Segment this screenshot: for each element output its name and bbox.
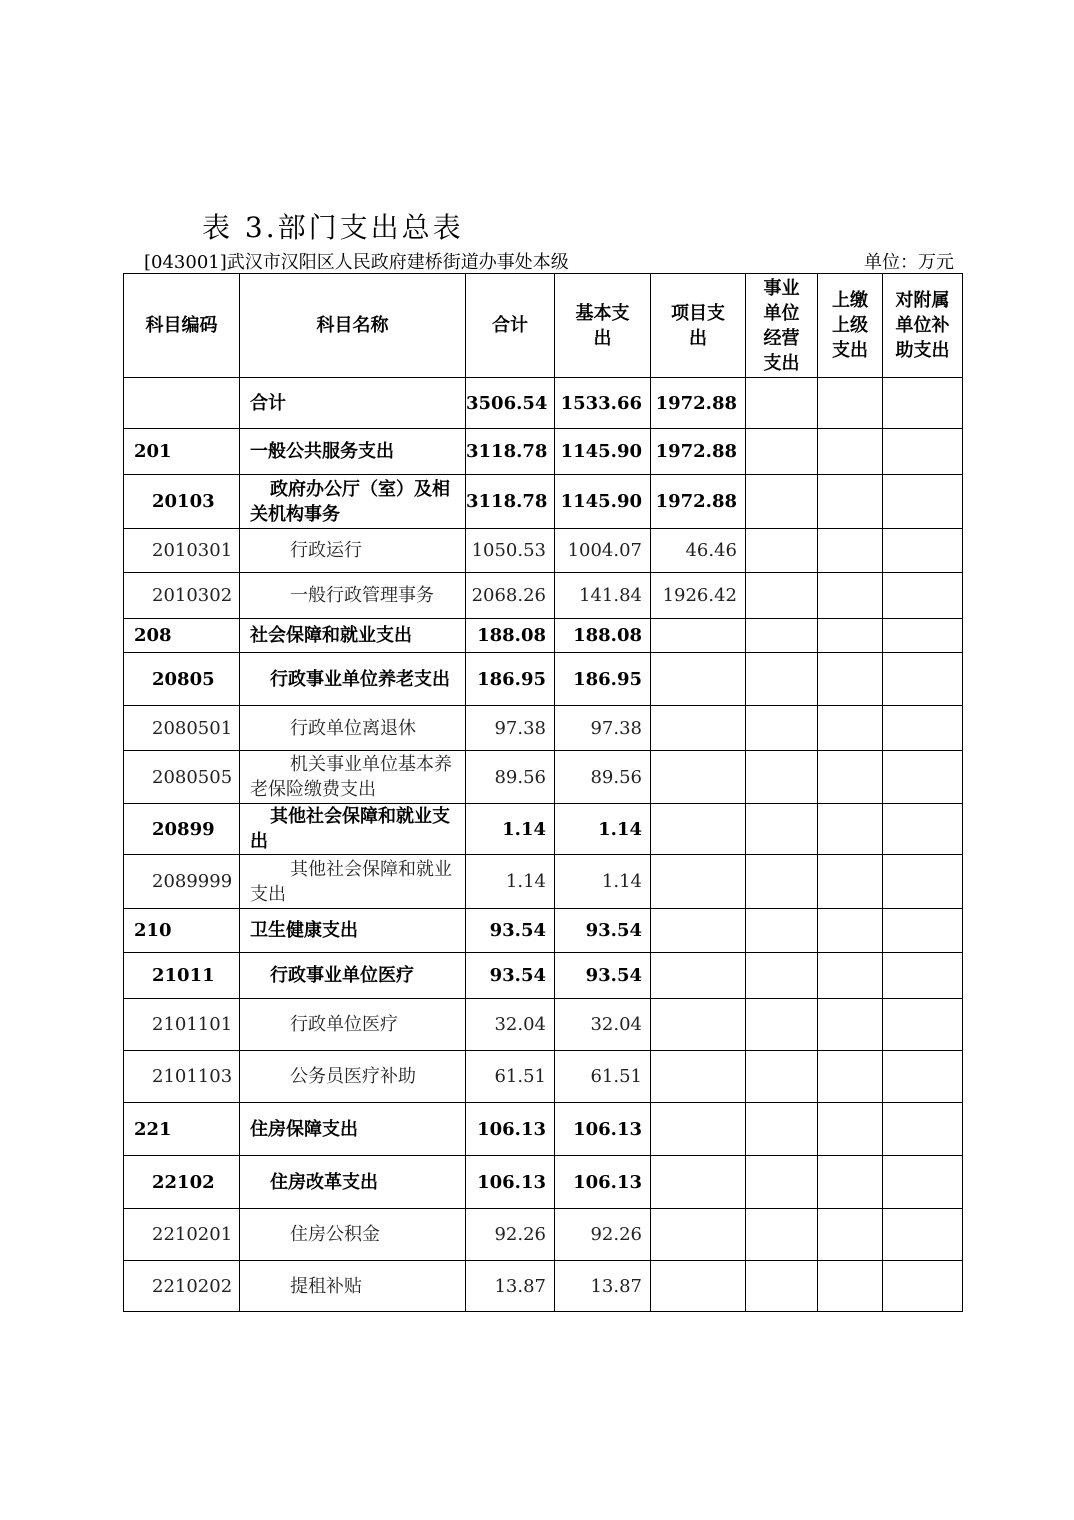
cell-subsidy [883, 1051, 963, 1103]
cell-basic: 1145.90 [555, 429, 651, 475]
cell-basic: 188.08 [555, 619, 651, 653]
cell-basic: 106.13 [555, 1103, 651, 1156]
cell-remit [818, 909, 883, 953]
department-name: [043001]武汉市汉阳区人民政府建桥街道办事处本级 [144, 252, 569, 273]
cell-code: 20899 [124, 804, 240, 855]
cell-code [124, 378, 240, 429]
cell-remit [818, 573, 883, 619]
cell-remit [818, 1261, 883, 1312]
table-row [124, 1261, 963, 1312]
table-row [124, 909, 963, 953]
cell-project: 1972.88 [651, 475, 746, 529]
cell-code: 2080501 [124, 706, 240, 751]
cell-business [746, 953, 818, 999]
table-row [124, 1209, 963, 1261]
table-row [124, 573, 963, 619]
cell-basic: 1.14 [555, 804, 651, 855]
cell-remit [818, 706, 883, 751]
cell-project [651, 619, 746, 653]
cell-project: 1972.88 [651, 378, 746, 429]
unit-label: 单位：万元 [864, 252, 954, 273]
header-business [746, 274, 818, 378]
cell-name: 住房改革支出 [240, 1156, 466, 1209]
cell-total: 1.14 [466, 804, 555, 855]
table-body [124, 378, 963, 1312]
cell-basic: 1145.90 [555, 475, 651, 529]
cell-remit [818, 953, 883, 999]
cell-business [746, 909, 818, 953]
table-row [124, 1051, 963, 1103]
cell-subsidy [883, 429, 963, 475]
cell-name: 提租补贴 [240, 1261, 466, 1312]
cell-name: 其他社会保障和就业支出 [240, 855, 466, 909]
cell-business [746, 804, 818, 855]
cell-business [746, 378, 818, 429]
cell-basic: 1004.07 [555, 529, 651, 573]
cell-basic: 97.38 [555, 706, 651, 751]
header-remit-text: 上缴上级支出 [832, 290, 868, 361]
cell-name: 一般公共服务支出 [240, 429, 466, 475]
expenditure-table [123, 273, 963, 1312]
cell-project [651, 1261, 746, 1312]
cell-subsidy [883, 751, 963, 804]
cell-total: 92.26 [466, 1209, 555, 1261]
cell-code: 2210202 [124, 1261, 240, 1312]
cell-remit [818, 751, 883, 804]
cell-project [651, 751, 746, 804]
table-row [124, 953, 963, 999]
cell-name: 行政单位离退休 [240, 706, 466, 751]
cell-project [651, 1209, 746, 1261]
cell-remit [818, 1156, 883, 1209]
cell-business [746, 653, 818, 706]
cell-basic: 106.13 [555, 1156, 651, 1209]
cell-code: 2101101 [124, 999, 240, 1051]
table-row [124, 804, 963, 855]
cell-project [651, 953, 746, 999]
cell-remit [818, 999, 883, 1051]
cell-basic: 1.14 [555, 855, 651, 909]
cell-remit [818, 429, 883, 475]
cell-remit [818, 529, 883, 573]
cell-code: 2089999 [124, 855, 240, 909]
cell-code: 2101103 [124, 1051, 240, 1103]
cell-basic: 89.56 [555, 751, 651, 804]
cell-business [746, 573, 818, 619]
table-row [124, 706, 963, 751]
cell-name: 其他社会保障和就业支出 [240, 804, 466, 855]
cell-business [746, 999, 818, 1051]
cell-subsidy [883, 1261, 963, 1312]
table-row [124, 1103, 963, 1156]
cell-remit [818, 804, 883, 855]
cell-business [746, 1103, 818, 1156]
cell-total: 97.38 [466, 706, 555, 751]
page-title: 表 3.部门支出总表 [202, 211, 464, 244]
cell-total: 61.51 [466, 1051, 555, 1103]
cell-name: 公务员医疗补助 [240, 1051, 466, 1103]
cell-name: 社会保障和就业支出 [240, 619, 466, 653]
cell-code: 2080505 [124, 751, 240, 804]
cell-total: 3506.54 [466, 378, 555, 429]
cell-total: 1.14 [466, 855, 555, 909]
header-remit [818, 274, 883, 378]
cell-total: 93.54 [466, 909, 555, 953]
header-name: 科目名称 [240, 274, 466, 378]
cell-code: 2010301 [124, 529, 240, 573]
cell-subsidy [883, 529, 963, 573]
cell-code: 20805 [124, 653, 240, 706]
cell-name: 合计 [240, 378, 466, 429]
cell-project: 46.46 [651, 529, 746, 573]
cell-business [746, 706, 818, 751]
header-project-text: 项目支出 [671, 302, 725, 349]
cell-total: 13.87 [466, 1261, 555, 1312]
cell-subsidy [883, 855, 963, 909]
cell-basic: 61.51 [555, 1051, 651, 1103]
cell-project [651, 855, 746, 909]
cell-subsidy [883, 999, 963, 1051]
cell-subsidy [883, 1156, 963, 1209]
cell-business [746, 1261, 818, 1312]
cell-total: 93.54 [466, 953, 555, 999]
cell-subsidy [883, 1103, 963, 1156]
cell-basic: 93.54 [555, 909, 651, 953]
cell-code: 22102 [124, 1156, 240, 1209]
cell-business [746, 529, 818, 573]
cell-subsidy [883, 475, 963, 529]
cell-subsidy [883, 706, 963, 751]
table-row [124, 751, 963, 804]
cell-subsidy [883, 953, 963, 999]
cell-total: 32.04 [466, 999, 555, 1051]
cell-name: 机关事业单位基本养老保险缴费支出 [240, 751, 466, 804]
cell-subsidy [883, 653, 963, 706]
cell-code: 208 [124, 619, 240, 653]
cell-total: 3118.78 [466, 475, 555, 529]
cell-total: 106.13 [466, 1103, 555, 1156]
cell-project [651, 1103, 746, 1156]
cell-remit [818, 653, 883, 706]
cell-basic: 13.87 [555, 1261, 651, 1312]
cell-project [651, 909, 746, 953]
cell-remit [818, 378, 883, 429]
cell-business [746, 1209, 818, 1261]
cell-code: 201 [124, 429, 240, 475]
cell-code: 2210201 [124, 1209, 240, 1261]
table-row [124, 855, 963, 909]
table-row [124, 429, 963, 475]
cell-basic: 32.04 [555, 999, 651, 1051]
cell-project [651, 1156, 746, 1209]
header-project [651, 274, 746, 378]
cell-name: 卫生健康支出 [240, 909, 466, 953]
cell-basic: 1533.66 [555, 378, 651, 429]
table-row [124, 619, 963, 653]
cell-subsidy [883, 378, 963, 429]
table-row [124, 1156, 963, 1209]
cell-basic: 186.95 [555, 653, 651, 706]
cell-business [746, 1156, 818, 1209]
table-row [124, 529, 963, 573]
table-row [124, 999, 963, 1051]
cell-project [651, 999, 746, 1051]
header-business-text: 事业单位经营支出 [763, 277, 800, 374]
header-basic [555, 274, 651, 378]
cell-name: 行政单位医疗 [240, 999, 466, 1051]
cell-basic: 141.84 [555, 573, 651, 619]
cell-basic: 92.26 [555, 1209, 651, 1261]
cell-subsidy [883, 1209, 963, 1261]
cell-project: 1972.88 [651, 429, 746, 475]
cell-remit [818, 1051, 883, 1103]
cell-remit [818, 475, 883, 529]
cell-project: 1926.42 [651, 573, 746, 619]
cell-project [651, 653, 746, 706]
header-code: 科目编码 [124, 274, 240, 378]
cell-remit [818, 1103, 883, 1156]
header-basic-text: 基本支出 [575, 302, 630, 349]
table-row [124, 653, 963, 706]
cell-remit [818, 1209, 883, 1261]
cell-remit [818, 619, 883, 653]
cell-remit [818, 855, 883, 909]
cell-subsidy [883, 909, 963, 953]
cell-code: 210 [124, 909, 240, 953]
cell-total: 186.95 [466, 653, 555, 706]
cell-name: 住房保障支出 [240, 1103, 466, 1156]
cell-code: 2010302 [124, 573, 240, 619]
cell-code: 20103 [124, 475, 240, 529]
cell-basic: 93.54 [555, 953, 651, 999]
table-row [124, 378, 963, 429]
cell-total: 106.13 [466, 1156, 555, 1209]
cell-name: 行政事业单位医疗 [240, 953, 466, 999]
cell-name: 一般行政管理事务 [240, 573, 466, 619]
cell-subsidy [883, 573, 963, 619]
cell-code: 21011 [124, 953, 240, 999]
cell-project [651, 706, 746, 751]
table-row [124, 475, 963, 529]
cell-business [746, 475, 818, 529]
cell-business [746, 429, 818, 475]
cell-name: 住房公积金 [240, 1209, 466, 1261]
cell-name: 政府办公厅（室）及相关机构事务 [240, 475, 466, 529]
cell-project [651, 1051, 746, 1103]
header-total: 合计 [466, 274, 555, 378]
cell-name: 行政事业单位养老支出 [240, 653, 466, 706]
cell-business [746, 855, 818, 909]
cell-business [746, 751, 818, 804]
header-row [124, 274, 963, 378]
cell-subsidy [883, 804, 963, 855]
cell-business [746, 1051, 818, 1103]
cell-project [651, 804, 746, 855]
header-subsidy [883, 274, 963, 378]
cell-total: 3118.78 [466, 429, 555, 475]
cell-code: 221 [124, 1103, 240, 1156]
cell-total: 89.56 [466, 751, 555, 804]
cell-total: 1050.53 [466, 529, 555, 573]
cell-business [746, 619, 818, 653]
cell-subsidy [883, 619, 963, 653]
header-subsidy-text: 对附属单位补助支出 [895, 290, 950, 361]
cell-total: 2068.26 [466, 573, 555, 619]
cell-name: 行政运行 [240, 529, 466, 573]
cell-total: 188.08 [466, 619, 555, 653]
